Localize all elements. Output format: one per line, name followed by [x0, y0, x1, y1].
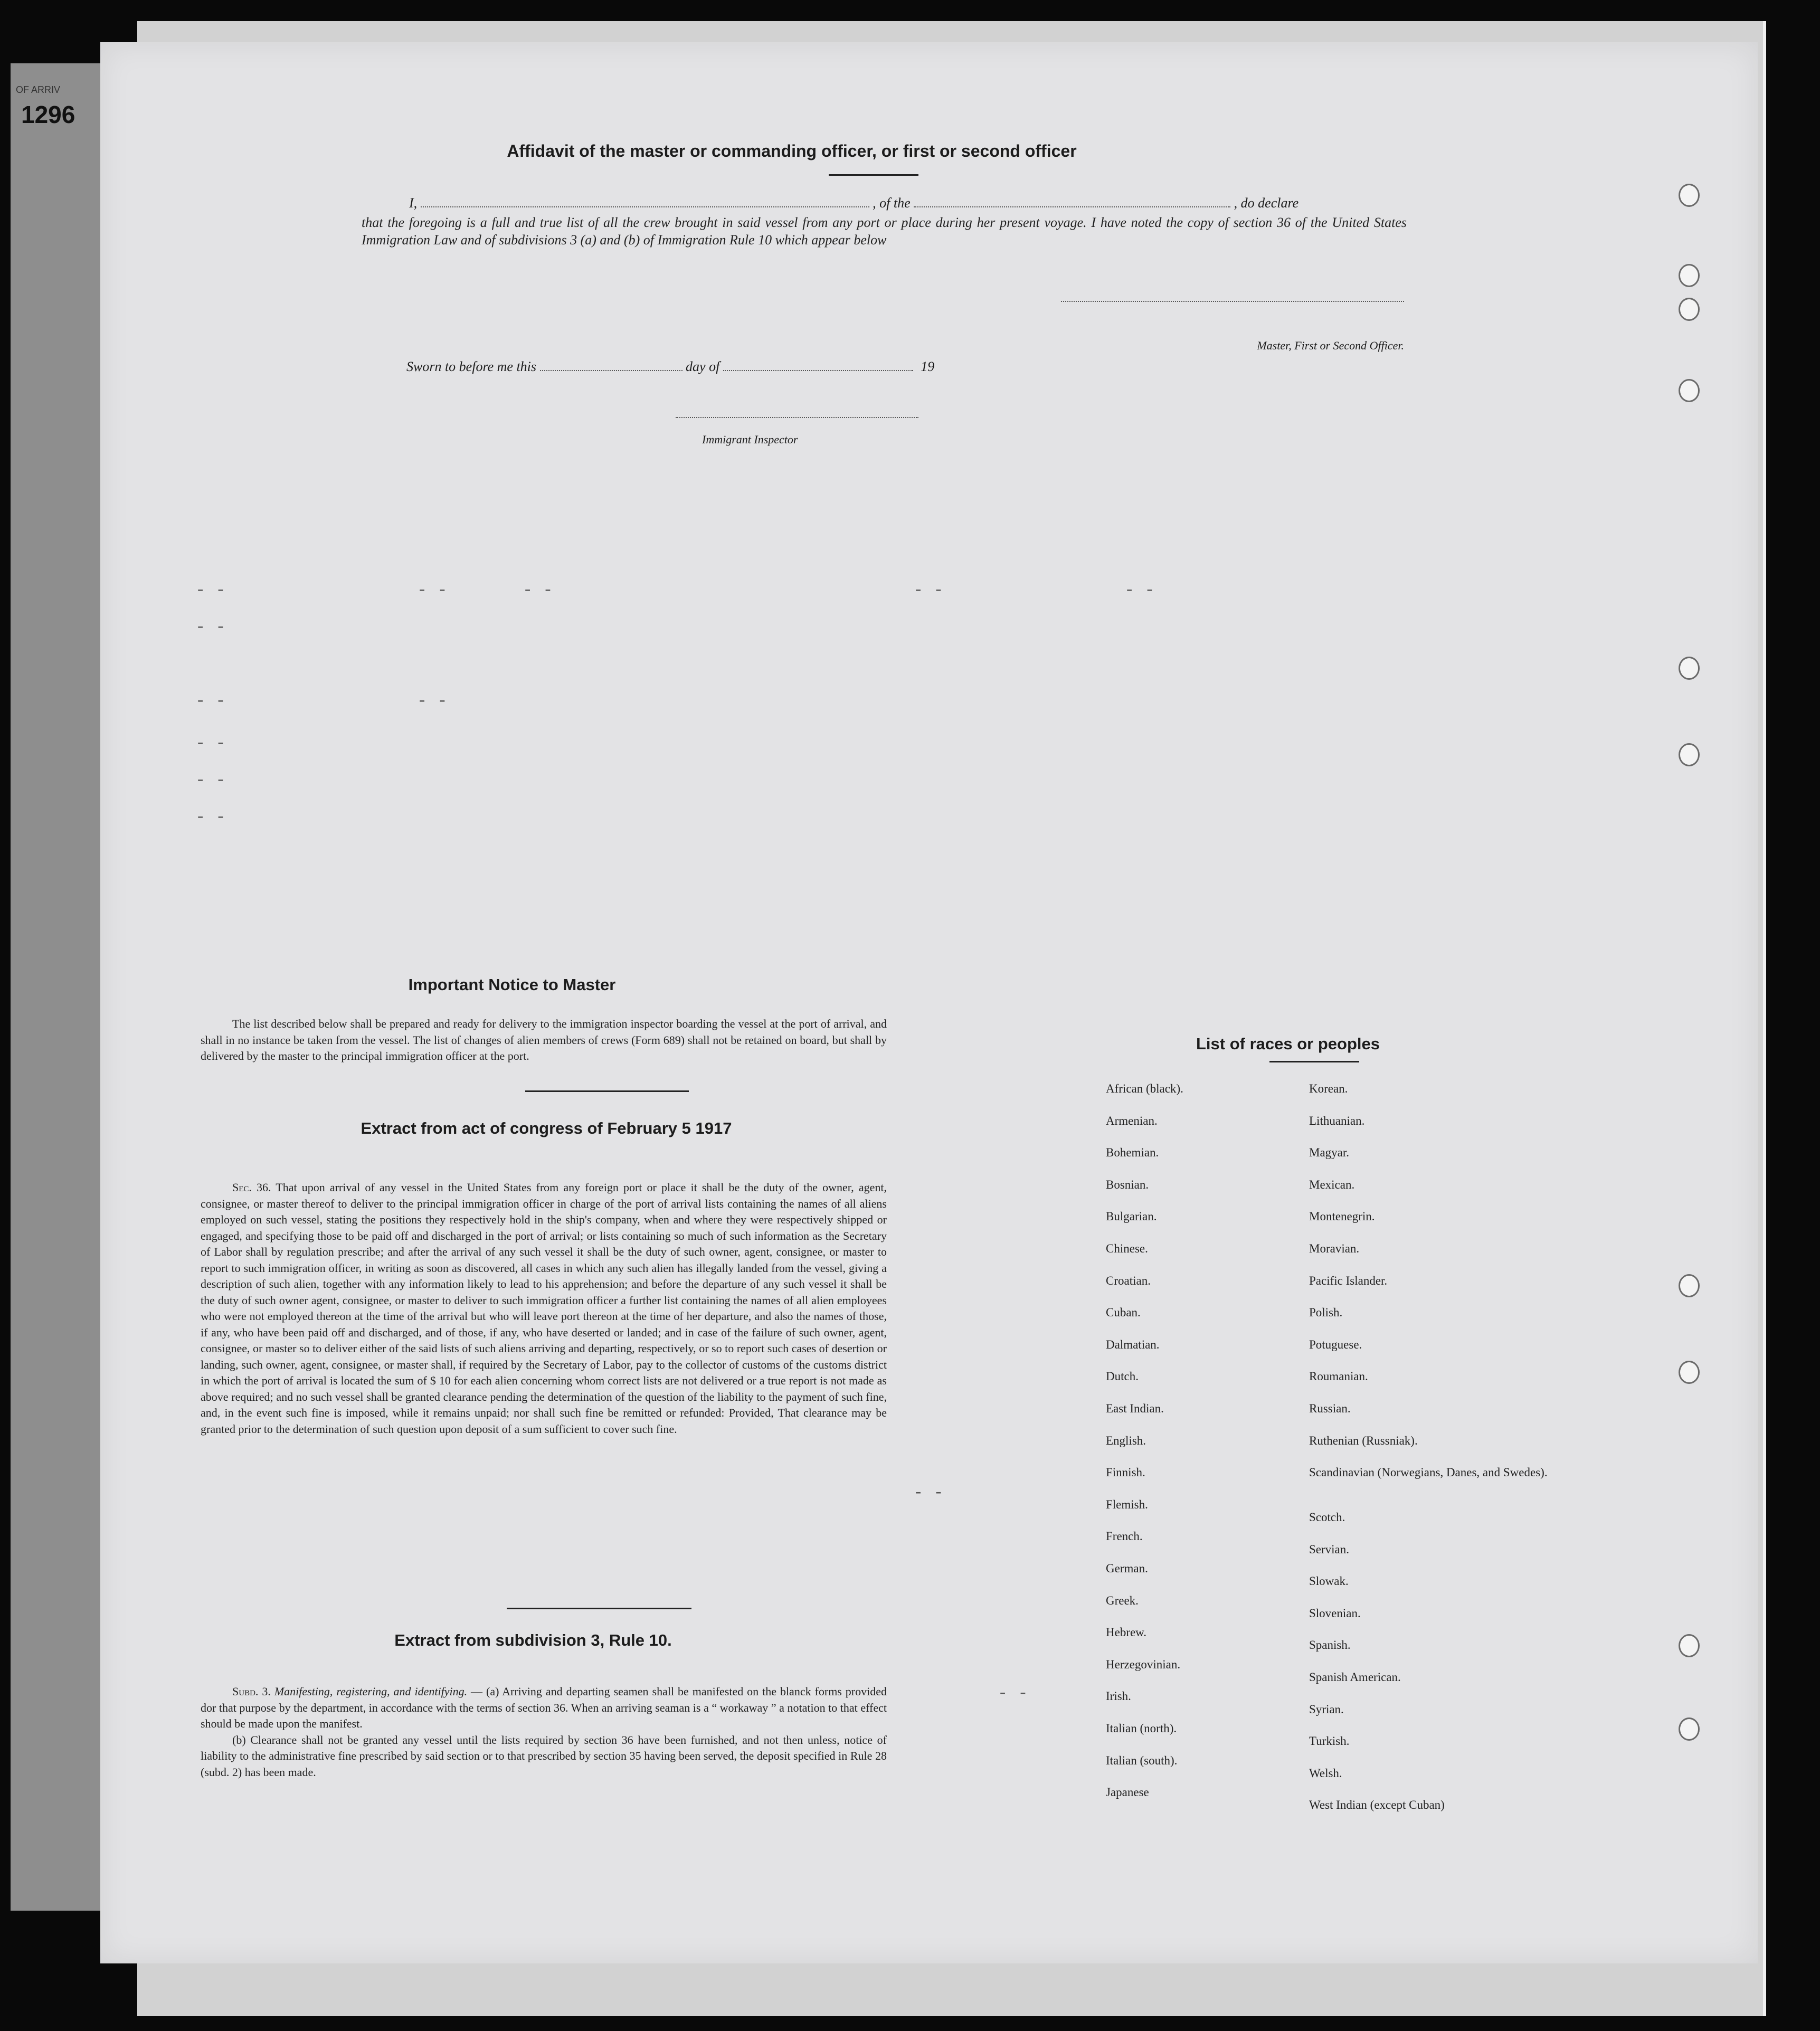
dash-mark: - -: [417, 691, 448, 711]
race-right-item: Roumanian.: [1309, 1370, 1368, 1383]
race-left-item: Dalmatian.: [1106, 1337, 1160, 1351]
dash-mark: - -: [195, 618, 226, 637]
binder-hole: [1679, 743, 1700, 766]
inspector-caption: Immigrant Inspector: [702, 433, 798, 446]
race-left-item: Italian (north).: [1106, 1722, 1177, 1735]
race-left-item: German.: [1106, 1562, 1148, 1575]
month-blank: [723, 370, 913, 371]
edge-label: OF ARRIV: [16, 84, 61, 95]
race-right-item: Turkish.: [1309, 1734, 1350, 1748]
race-left-item: Croatian.: [1106, 1274, 1151, 1287]
sworn-year: 19: [921, 359, 935, 374]
race-right-item: Syrian.: [1309, 1702, 1344, 1716]
race-left-item: Irish.: [1106, 1690, 1131, 1703]
name-blank: [421, 206, 869, 207]
race-left-item: Bosnian.: [1106, 1178, 1149, 1191]
dash-mark: - -: [195, 734, 226, 753]
binder-hole: [1679, 657, 1700, 680]
race-left-item: Bohemian.: [1106, 1146, 1159, 1160]
sworn-prefix: Sworn to before me this: [406, 359, 537, 374]
label-i: I,: [409, 195, 418, 211]
race-left-item: Dutch.: [1106, 1370, 1139, 1383]
dash-mark: - -: [195, 808, 226, 827]
subd-heading: Manifesting, registering, and identifying.: [274, 1685, 468, 1698]
rule-extract-title: Extract from subdivision 3, Rule 10.: [394, 1631, 672, 1649]
binder-hole: [1679, 1717, 1700, 1741]
race-right-item: Magyar.: [1309, 1146, 1350, 1160]
dash-mark: - -: [1124, 581, 1155, 600]
race-right-item: Montenegrin.: [1309, 1210, 1375, 1223]
affidavit-body: that the foregoing is a full and true list of all the crew brought in said vessel from any port or place during her present voyage. I have noted the copy of section 36 of the United States Immigration Law and of subdivisions 3 (a) and (b) of Immigration Rule 10 which appear below: [362, 215, 1407, 248]
race-left-item: African (black).: [1106, 1082, 1183, 1095]
affidavit-title: Affidavit of the master or commanding officer, or first or second officer: [507, 141, 1077, 160]
race-left-item: Japanese: [1106, 1786, 1149, 1799]
race-right-item: Ruthenian (Russniak).: [1309, 1434, 1418, 1447]
dash-mark: - -: [523, 581, 553, 600]
races-title: List of races or peoples: [1196, 1035, 1380, 1053]
race-left-item: Chinese.: [1106, 1242, 1148, 1255]
dash-mark: - -: [195, 581, 226, 600]
race-right-item: Servian.: [1309, 1542, 1350, 1556]
signature-blank: [1061, 301, 1404, 302]
race-left-item: English.: [1106, 1434, 1146, 1447]
race-right-item: Scandinavian (Norwegians, Danes, and Swedes).: [1309, 1466, 1548, 1479]
race-right-item: Lithuanian.: [1309, 1114, 1365, 1127]
dash-mark: - -: [913, 581, 944, 600]
manifest-back-page: [100, 42, 1758, 1963]
race-left-item: Herzegovinian.: [1106, 1657, 1181, 1671]
binder-hole: [1679, 264, 1700, 287]
act-extract-title: Extract from act of congress of February 5 1917: [361, 1119, 732, 1137]
race-left-item: Finnish.: [1106, 1466, 1145, 1479]
race-left-item: Bulgarian.: [1106, 1210, 1157, 1223]
race-right-item: Mexican.: [1309, 1178, 1355, 1191]
divider: [507, 1608, 691, 1609]
race-right-item: Russian.: [1309, 1402, 1351, 1415]
race-right-item: Korean.: [1309, 1082, 1348, 1095]
divider: [829, 174, 918, 176]
signature-caption: Master, First or Second Officer.: [1257, 339, 1404, 352]
divider: [1269, 1061, 1359, 1062]
label-of-the: , of the: [873, 195, 911, 211]
dash-mark: - -: [417, 581, 448, 600]
binder-hole: [1679, 1361, 1700, 1384]
subd-label: Subd. 3.: [232, 1685, 271, 1698]
race-left-item: Flemish.: [1106, 1497, 1148, 1511]
race-right-item: Spanish American.: [1309, 1671, 1401, 1684]
affidavit-declaration-line: [409, 195, 1454, 211]
vessel-blank: [914, 206, 1230, 207]
binder-hole: [1679, 1634, 1700, 1657]
sworn-day-of: day of: [686, 359, 720, 374]
sec-label: Sec. 36.: [232, 1181, 271, 1194]
act-body-text: That upon arrival of any vessel in the United States from any foreign port or place it shall be the duty of the owner, agent, consignee, or master thereof to deliver to the principal immigration officer in charge of the port of arrival lists containing the names of all aliens employed on such vessel, stating the positions they respectively hold in the ship's company, when and where they were respectively shipped or engaged, and specifying those to be paid off and discharged in the port of arrival; or lists containing so much of such information as the Secretary of Labor shall by regulation prescribe; and after the arrival of any such vessel it shall be the duty of such owner, agent, consignee, or master to report to such immigration officer, in writing as soon as discovered, all cases in which any such alien has illegally landed from the vessel, giving a description of such alien, together with any information likely to lead to his apprehension; and before the departure of any such vessel it shall be the duty of such owner agent, consignee, or master to deliver to such immigration officer a further list containing the names of all alien employees who were not employed thereon at the time of the arrival but who will leave port thereon at the time of her departure, and also the names of those, if any, who have been paid off and discharged, and of those, if any, who have deserted or landed; and in case of the failure of such owner, agent, consignee, or master so to deliver either of the said lists of such aliens arriving and departing, respectively, or so to report such cases of desertion or landing, such owner, agent, consignee, or master shall, if required by the Secretary of Labor, pay to the collector of customs of the customs district in which the port of arrival is located the sum of $ 10 for each alien concerning whom correct lists are not delivered or a true report is not made as above required; and no such vessel shall be granted clearance pending the determination of the question of the liability to the payment of such fine, and, in the event such fine is imposed, while it remains unpaid; nor shall such fine be remitted or refunded: Provided, That clearance may be granted prior to the determination of such question upon deposit of a sum sufficient to cover such fine.: [201, 1181, 887, 1436]
notice-title: Important Notice to Master: [408, 975, 616, 994]
dash-mark: - -: [913, 1483, 944, 1503]
divider: [525, 1090, 689, 1092]
race-left-item: Cuban.: [1106, 1306, 1141, 1320]
binder-hole: [1679, 298, 1700, 321]
dash-mark: - -: [195, 771, 226, 790]
subd-para-b: (b) Clearance shall not be granted any vessel until the lists required by section 36 have been furnished, and not then unless, notice of liability to the administrative fine prescribed by said section or to that prescribed by section 35 having been served, the deposit specified in Rule 28 (subd. 2) has been made.: [201, 1733, 887, 1779]
binder-hole: [1679, 184, 1700, 207]
edge-number: 1296: [21, 101, 75, 128]
race-right-item: Potuguese.: [1309, 1337, 1362, 1351]
binder-hole: [1679, 1274, 1700, 1297]
race-right-item: West Indian (except Cuban): [1309, 1798, 1445, 1812]
inspector-blank: [676, 417, 918, 418]
subd-para-a: — (a) Arriving and departing seamen shall be manifested on the blanck forms provided dor that purpose by the department, in accordance with the terms of section 36. When an arriving seaman is a “ workaway ” a notation to that effect should be made upon the manifest.: [201, 1685, 887, 1730]
race-left-item: East Indian.: [1106, 1402, 1164, 1415]
race-left-item: Hebrew.: [1106, 1626, 1147, 1639]
race-right-item: Polish.: [1309, 1306, 1343, 1320]
race-right-item: Spanish.: [1309, 1638, 1351, 1652]
race-right-item: Moravian.: [1309, 1242, 1360, 1255]
dash-mark: - -: [195, 691, 226, 711]
race-left-item: Greek.: [1106, 1593, 1139, 1607]
binder-hole: [1679, 379, 1700, 402]
race-right-item: Welsh.: [1309, 1766, 1342, 1780]
race-right-item: Scotch.: [1309, 1511, 1345, 1524]
sworn-line: [406, 359, 1145, 375]
race-left-item: Italian (south).: [1106, 1753, 1178, 1767]
race-right-item: Slowak.: [1309, 1574, 1349, 1588]
dash-mark: - -: [998, 1684, 1028, 1703]
act-extract-body: [201, 1180, 887, 1437]
label-declare: , do declare: [1234, 195, 1299, 211]
race-right-item: Slovenian.: [1309, 1606, 1361, 1620]
race-left-item: Armenian.: [1106, 1114, 1158, 1127]
notice-body: The list described below shall be prepared and ready for delivery to the immigration inspector boarding the vessel at the port of arrival, and shall in no instance be taken from the vessel. The list of changes of alien members of crews (Form 689) shall not be retained on board, but shall by delivered by the master to the principal immigration officer at the port.: [201, 1017, 887, 1062]
day-blank: [540, 370, 683, 371]
race-left-item: French.: [1106, 1530, 1143, 1543]
race-right-item: Pacific Islander.: [1309, 1274, 1388, 1287]
rule-extract-body: [201, 1684, 887, 1780]
